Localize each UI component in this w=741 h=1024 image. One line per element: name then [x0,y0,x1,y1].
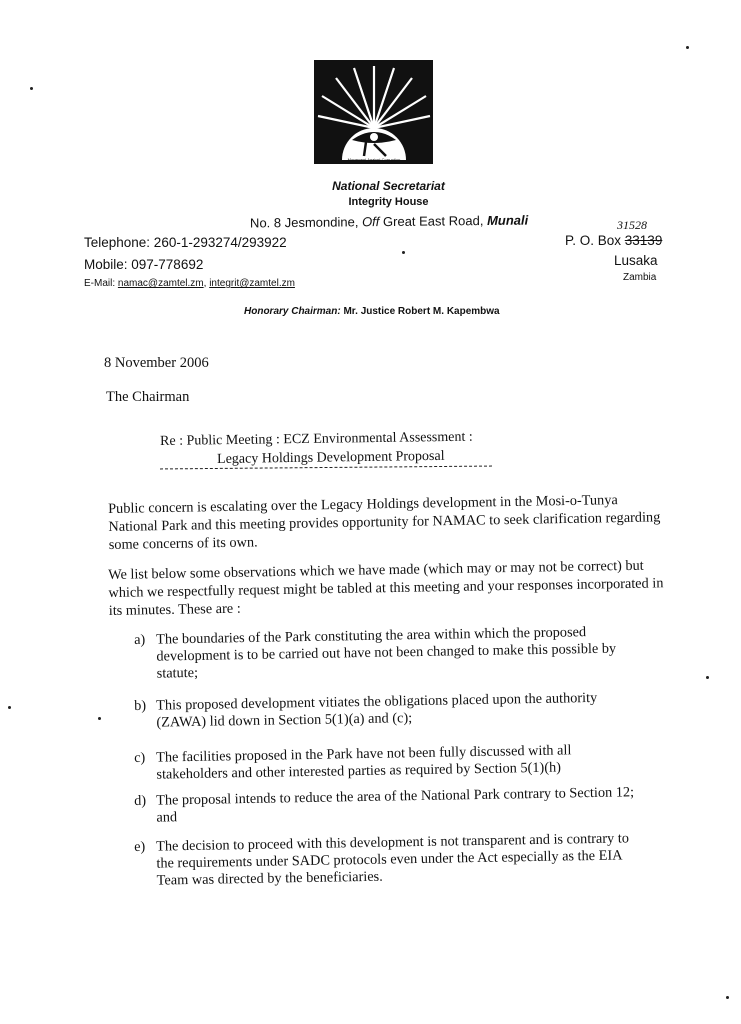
list-item-label: b) [134,697,147,714]
list-item [134,784,635,827]
paragraph-1: Public concern is escalating over the Legacy Holdings development in the Mosi-o-Tunya National Park and this meeting provides opportunity for NAMAC to seek clarification regarding some concerns of its own. [108,492,661,553]
po-box [565,233,662,248]
scan-speck [726,996,729,999]
list-item-label: a) [134,631,146,648]
mobile: Mobile: 097-778692 [84,257,204,272]
po-box-label: P. O. Box [565,233,625,248]
scan-speck [402,251,405,254]
subject-line-2: Legacy Holdings Development Proposal [217,448,445,467]
email-separator: , [203,278,210,289]
honorary-chairman [244,306,500,317]
scan-speck [8,706,11,709]
list-item-text: This proposed development vitiates the obligations placed upon the authority (ZAWA) lid down in Section 5(1)(a) and (c); [155,689,598,731]
scan-speck [98,717,101,720]
list-item [134,689,635,732]
handwritten-po-box: 31528 [617,218,647,232]
scan-speck [30,87,33,90]
salutation: The Chairman [106,389,190,405]
honorary-chairman-name: Mr. Justice Robert M. Kapembwa [340,306,500,317]
scan-speck [706,676,709,679]
organisation-logo [314,60,433,164]
list-item-label: d) [134,792,147,809]
list-item [134,741,635,784]
email-label: E-Mail: [84,278,118,289]
address-line [250,213,528,231]
organisation-unit: National Secretariat [332,179,445,193]
email-link-2[interactable]: integrit@zamtel.zm [209,278,295,289]
address-prefix: No. 8 Jesmondine, [249,214,363,231]
list-item-label: e) [134,838,146,855]
list-item-text: The boundaries of the Park constituting the area within which the proposed development is to be carried out have not been changed to make this possible by statute; [155,624,617,682]
house-name: Integrity House [348,196,429,208]
address-area: Munali [486,212,529,228]
email-link-1[interactable]: namac@zamtel.zm [117,278,204,289]
subject-line-1: Re : Public Meeting : ECZ Environmental Assessment : [160,429,473,449]
list-item-text: The facilities proposed in the Park have not been fully discussed with all stakeholders and other interested parties as required by Section 5(1)(h) [155,742,572,783]
eye-sunburst-icon [314,60,433,164]
list-item [134,623,625,683]
scan-speck [686,46,689,49]
subject-divider [160,466,492,470]
address-road: Great East Road, [379,212,488,230]
po-box-struck-number: 33139 [624,233,663,248]
letter-date: 8 November 2006 [104,355,209,371]
list-item-label: c) [134,749,146,766]
paragraph-2: We list below some observations which we have made (which may or may not be correct) but which we respectfully request might be tabled at this meeting and your responses incorporated in its minutes. These are : [108,557,664,619]
email-line [84,278,295,289]
telephone: Telephone: 260-1-293274/293922 [84,235,287,250]
list-item-text: The decision to proceed with this development is not transparent and is contrary to the requirements under SADC protocols even under the Act especially as the EIA Team was directed by the beneficiaries. [155,830,630,889]
city: Lusaka [614,253,658,268]
list-item [134,830,635,890]
honorary-chairman-label: Honorary Chairman: [244,306,341,317]
list-item-text: The proposal intends to reduce the area of the National Park contrary to Section 12; and [155,784,635,826]
country: Zambia [623,272,657,283]
address-off: Off [361,214,380,230]
logo-caption: Movement Against Corruption [347,157,401,162]
